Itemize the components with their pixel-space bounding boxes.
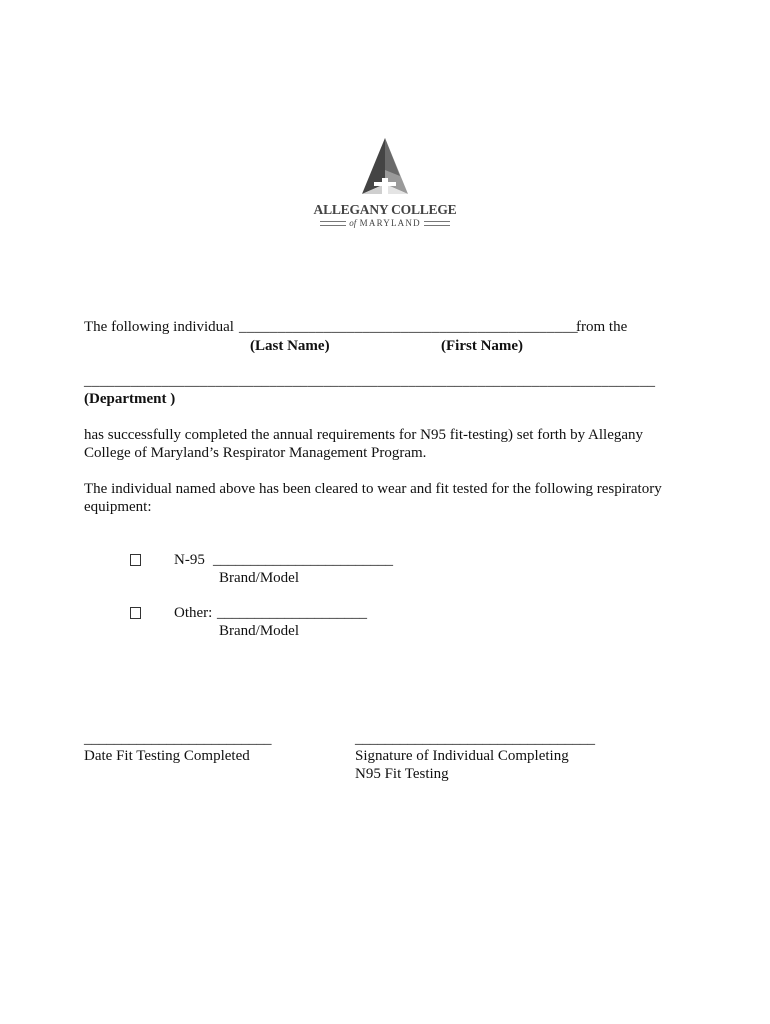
department-label: (Department ) (84, 391, 176, 407)
logo-subtitle-text: of MARYLAND (349, 218, 421, 228)
intro-suffix: from the (576, 319, 628, 335)
other-checkbox[interactable] (130, 607, 141, 619)
intro-prefix: The following individual (84, 319, 234, 335)
department-field[interactable]: __________________________________________________________________________ (84, 373, 656, 389)
other-label: Other: (174, 605, 213, 621)
date-completed-field[interactable]: _________________________ (84, 731, 272, 747)
other-brand-model-field[interactable]: ____________________ (217, 605, 367, 621)
last-name-label: (Last Name) (250, 338, 330, 354)
logo-subtitle (300, 217, 470, 229)
individual-name-field[interactable]: ____________________________________________ (239, 319, 578, 335)
n95-checkbox[interactable] (130, 554, 141, 566)
completion-statement-line2: College of Maryland’s Respirator Management Program. (84, 445, 427, 461)
clearance-statement-line2: equipment: (84, 499, 152, 515)
other-brand-model-label: Brand/Model (219, 623, 299, 639)
date-completed-label: Date Fit Testing Completed (84, 748, 250, 764)
logo-rule-right (424, 221, 450, 226)
first-name-label: (First Name) (441, 338, 524, 354)
clearance-statement-line1: The individual named above has been cleared to wear and fit tested for the following respiratory (84, 481, 662, 497)
completion-statement-line1: has successfully completed the annual requirements for N95 fit-testing) set forth by Allegany (84, 427, 644, 443)
signature-label-line2: N95 Fit Testing (355, 766, 449, 782)
n95-label: N-95 (174, 552, 205, 568)
logo-rule-left (320, 221, 346, 226)
n95-brand-model-label: Brand/Model (219, 570, 299, 586)
n95-brand-model-field[interactable]: ________________________ (213, 552, 393, 568)
logo-college-name: ALLEGANY COLLEGE (313, 202, 457, 217)
signature-field[interactable]: ________________________________ (355, 731, 595, 747)
college-logo (300, 138, 470, 233)
mountain-logo-icon (360, 138, 410, 194)
signature-label-line1: Signature of Individual Completing (355, 748, 569, 764)
